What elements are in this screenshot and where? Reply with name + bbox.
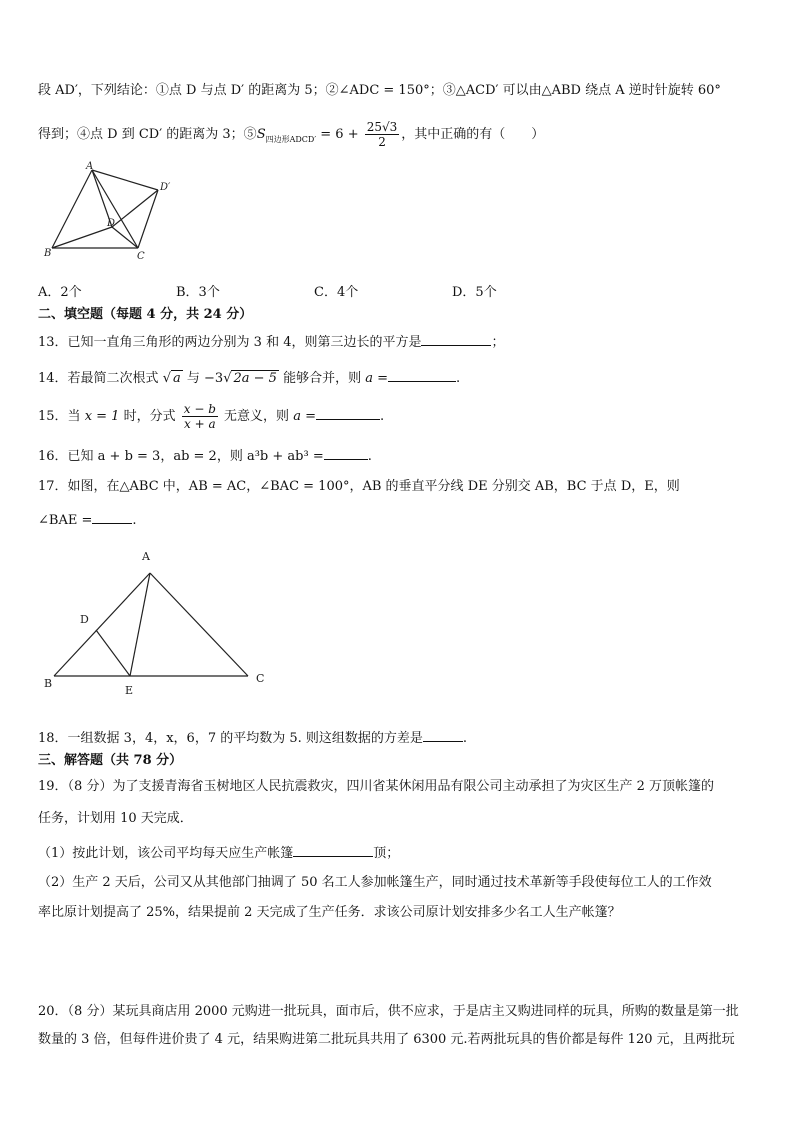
option-b: B．3个 (176, 285, 220, 300)
section3-title: 三、解答题（共 78 分） (38, 753, 183, 768)
q17-answer-blank[interactable] (92, 510, 132, 524)
q15-answer-blank[interactable] (316, 406, 380, 420)
q15-fraction-den: x + a (184, 417, 216, 431)
q14-pre: 14．若最简二次根式 (38, 371, 159, 386)
segment-ae (130, 573, 150, 676)
q18-tail: . (462, 731, 468, 746)
segment-cd (112, 227, 138, 248)
q14-var: a (365, 371, 373, 386)
q12-text-line1: 段 AD′，下列结论：①点 D 与点 D′ 的距离为 5；②∠ADC = 150°；③△ACD′ 可以由△ABD 绕点 A 逆时针旋转 60° (38, 83, 721, 98)
q16-answer-blank[interactable] (324, 446, 368, 460)
label-d-prime: D′ (160, 182, 171, 193)
label-a: A (142, 550, 150, 563)
sqrt-2a-5-radicand: 2a − 5 (233, 371, 277, 386)
q19-part1-answer-blank[interactable] (293, 843, 373, 857)
q17-tail: . (132, 513, 137, 528)
option-c: C．4个 (314, 285, 359, 300)
q14-line (38, 368, 460, 388)
q19-part2-line2: 率比原计划提高了 25%，结果提前 2 天完成了生产任务．求该公司原计划安排多少名工人生产帐篷？ (38, 905, 621, 920)
q17-text-line1: 17．如图，在△ABC 中，AB = AC，∠BAC = 100°，AB 的垂直平分线 DE 分别交 AB，BC 于点 D，E，则 (38, 479, 680, 494)
q16-tail: . (367, 449, 372, 464)
area-symbol: S (256, 127, 266, 142)
q18-answer-blank[interactable] (423, 728, 463, 742)
label-b: B (44, 248, 52, 259)
sqrt-a: √ a (162, 371, 181, 386)
segment-de (96, 630, 130, 676)
q19-part1-line (38, 843, 399, 863)
q12-text-line2 (38, 120, 544, 149)
area-fraction-den: 2 (378, 135, 386, 149)
q18-text: 18．一组数据 3，4，x，6，7 的平均数为 5. 则这组数据的方差是 (38, 731, 423, 746)
q15-pre: 15．当 (38, 409, 81, 424)
q15-cond: x = 1 (84, 409, 120, 424)
q17-angle: ∠BAE = (38, 513, 93, 528)
sqrt-a-radicand: a (172, 371, 181, 386)
q15-tail: . (379, 409, 385, 424)
q14-mid: 与 −3 (186, 371, 224, 386)
q17-figure (38, 544, 278, 702)
q19-part2-line1: （2）生产 2 天后，公司又从其他部门抽调了 50 名工人参加帐篷生产，同时通过技术革新等手段使每位工人的工作效 (38, 875, 712, 890)
q16-text: 16．已知 a + b = 3，ab = 2，则 a³b + ab³ = (38, 449, 324, 464)
sqrt-2a-5: √ 2a − 5 (223, 371, 277, 386)
segment-ab (54, 573, 150, 676)
q19-text-line1: 19．（8 分）为了支援青海省玉树地区人民抗震救灾，四川省某休闲用品有限公司主动承担了为灾区生产 2 万顶帐篷的 (38, 779, 714, 794)
q12-text-line2-b: ，其中正确的有（ ） (401, 127, 545, 142)
label-d: D (107, 218, 116, 229)
q14-tail: . (456, 371, 461, 386)
q14-eq: = (373, 371, 389, 386)
q19-part1-post: 顶； (373, 846, 400, 861)
q20-text-line1: 20．（8 分）某玩具商店用 2000 元购进一批玩具，面市后，供不应求，于是店主又购进同样的玩具，所购的数量是第一批 (38, 1004, 739, 1019)
q12-figure (40, 160, 180, 265)
segment-ac (150, 573, 248, 676)
q15-fraction (182, 402, 218, 431)
q16-line (38, 446, 372, 466)
q19-part1-pre: （1）按此计划，该公司平均每天应生产帐篷 (38, 846, 294, 861)
option-d: D．5个 (452, 285, 497, 300)
area-fraction-num: 25√3 (366, 120, 398, 134)
q20-text-line2: 数量的 3 倍，但每件进价贵了 4 元，结果购进第二批玩具共用了 6300 元.若两批玩具的售价都是每件 120 元，且两批玩 (38, 1032, 735, 1047)
q19-text-line2: 任务，计划用 10 天完成． (38, 811, 193, 826)
q15-post: 无意义，则 (224, 409, 290, 424)
section2-title: 二、填空题（每题 4 分，共 24 分） (38, 307, 253, 322)
label-c: C (137, 251, 145, 262)
q15-fraction-num: x − b (183, 402, 216, 416)
q17-line2 (38, 510, 137, 530)
q13-line (38, 332, 505, 352)
q13-tail: ； (491, 335, 505, 350)
area-fraction (365, 120, 400, 149)
q14-post: 能够合并，则 (283, 371, 362, 386)
q15-var: a (293, 409, 301, 424)
label-a: A (86, 161, 94, 172)
q15-line (38, 402, 384, 431)
q15-mid: 时，分式 (123, 409, 176, 424)
label-b: B (44, 677, 53, 690)
q18-line (38, 728, 467, 748)
q15-eq: = (300, 409, 316, 424)
q12-text-line2-a: 得到；④点 D 到 CD′ 的距离为 3；⑤ (38, 127, 257, 142)
label-e: E (125, 684, 134, 697)
area-equation: = 6 + (316, 127, 359, 142)
q13-text: 13．已知一直角三角形的两边分别为 3 和 4，则第三边长的平方是 (38, 335, 422, 350)
label-d: D (80, 613, 89, 626)
q14-answer-blank[interactable] (388, 368, 456, 382)
label-c: C (256, 672, 265, 685)
q13-answer-blank[interactable] (421, 332, 491, 346)
option-a: A．2个 (38, 285, 82, 300)
area-subscript: 四边形ADCD′ (265, 135, 317, 144)
